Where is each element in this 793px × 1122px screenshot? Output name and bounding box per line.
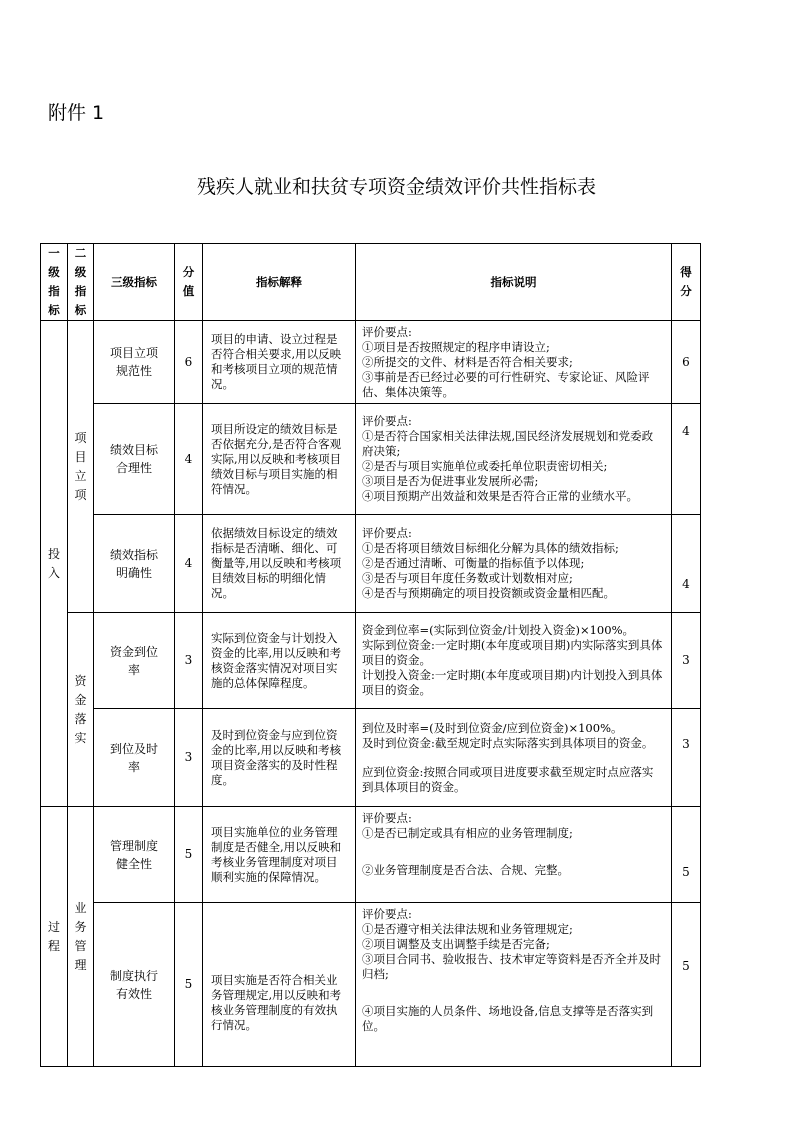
explanation-cell: 项目实施是否符合相关业务管理规定,用以反映和考核业务管理制度的有效执行情况。 [203,903,356,1067]
header-level3: 三级指标 [94,244,175,321]
desc-line: 评价要点: [362,526,412,540]
table-row [41,807,701,903]
desc-line: ③项目合同书、验收报告、技术审定等资料是否齐全并及时归档; [362,952,661,981]
desc-line: 评价要点: [362,907,412,921]
header-level1: 一级指标 [41,244,68,321]
desc-line: ③事前是否已经过必要的可行性研究、专家论证、风险评估、集体决策等。 [362,369,650,399]
description-cell [356,709,672,807]
value-cell: 5 [175,903,203,1067]
group-business-mgmt: 业务管理 [68,807,94,1067]
score-cell: 4 [672,404,701,515]
desc-line: 应到位资金:按照合同或项目进度要求截至规定时点应落实到具体项目的资金。 [362,764,654,794]
desc-line: ③是否与项目年度任务数或计划数相对应; [362,571,573,585]
desc-line: ①是否遵守相关法律法规和业务管理规定; [362,922,573,936]
value-cell: 5 [175,807,203,903]
description-cell [356,321,672,404]
desc-line: 评价要点: [362,324,412,339]
desc-line: ①是否已制定或具有相应的业务管理制度; [362,826,573,840]
header-row [41,244,701,321]
desc-line: 评价要点: [362,414,412,428]
explanation-cell: 项目实施单位的业务管理制度是否健全,用以反映和考核业务管理制度对项目顺利实施的保障情况。 [203,807,356,903]
value-cell: 4 [175,404,203,515]
score-cell: 5 [672,903,701,1067]
group-process: 过程 [41,807,68,1067]
explanation-cell: 依据绩效目标设定的绩效指标是否清晰、细化、可衡量等,用以反映和考核项目绩效目标的明细化情况。 [203,515,356,613]
description-cell [356,404,672,515]
table-row [41,613,701,709]
explanation-cell: 项目所设定的绩效目标是否依据充分,是否符合客观实际,用以反映和考核项目绩效目标与项目实施的相符情况。 [203,404,356,515]
level3-cell: 资金到位率 [94,613,175,709]
level3-cell: 管理制度健全性 [94,807,175,903]
table-row [41,903,701,1067]
desc-line: ①是否符合国家相关法律法规,国民经济发展规划和党委政府决策; [362,429,654,458]
score-cell: 3 [672,613,701,709]
score-cell: 4 [672,515,701,613]
explanation-cell: 项目的申请、设立过程是否符合相关要求,用以反映和考核项目立项的规范情况。 [203,321,356,404]
attachment-label: 附件 1 [48,102,105,124]
description-cell [356,903,672,1067]
score-cell: 5 [672,807,701,903]
value-cell: 4 [175,515,203,613]
description-cell [356,613,672,709]
desc-line: ②所提交的文件、材料是否符合相关要求; [362,354,573,369]
header-level2: 二级指标 [68,244,94,321]
desc-line: ④项目预期产出效益和效果是否符合正常的业绩水平。 [362,489,638,503]
level3-cell: 项目立项规范性 [94,321,175,404]
page-title: 残疾人就业和扶贫专项资金绩效评价共性指标表 [196,176,596,198]
header-value: 分值 [175,244,203,321]
table-row [41,709,701,807]
description-cell [356,515,672,613]
table-row [41,321,701,404]
table-row [41,404,701,515]
desc-line: ②项目调整及支出调整手续是否完备; [362,937,550,951]
level3-cell: 绩效指标明确性 [94,515,175,613]
header-description: 指标说明 [356,244,672,321]
desc-line: 评价要点: [362,811,412,825]
desc-line: ②是否与项目实施单位或委托单位职责密切相关; [362,459,608,473]
desc-line: 及时到位资金:截至规定时点实际落实到具体项目的资金。 [362,735,654,750]
level3-cell: 绩效目标合理性 [94,404,175,515]
desc-line: ②是否通过清晰、可衡量的指标值予以体现; [362,556,585,570]
desc-line: ①项目是否按照规定的程序申请设立; [362,339,550,354]
value-cell: 3 [175,709,203,807]
desc-line: ④是否与预期确定的项目投资额或资金量相匹配。 [362,586,615,600]
desc-line: 计划投入资金:一定时期(本年度或项目期)内计划投入到具体项目的资金。 [362,668,663,697]
desc-line: ④项目实施的人员条件、场地设备,信息支撑等是否落实到位。 [362,1004,654,1033]
desc-line: 资金到位率=(实际到位资金/计划投入资金)×100%。 [362,623,634,637]
group-input: 投入 [41,321,68,807]
group-fund-landing: 资金落实 [68,613,94,807]
description-cell [356,807,672,903]
explanation-cell: 实际到位资金与计划投入资金的比率,用以反映和考核资金落实情况对项目实施的总体保障程度。 [203,613,356,709]
level3-cell: 到位及时率 [94,709,175,807]
desc-line: ①是否将项目绩效目标细化分解为具体的绩效指标; [362,541,619,555]
desc-line: 到位及时率=(及时到位资金/应到位资金)×100%。 [362,720,623,735]
indicator-table [40,243,701,1067]
value-cell: 6 [175,321,203,404]
explanation-cell: 及时到位资金与应到位资金的比率,用以反映和考核项目资金落实的及时性程度。 [203,709,356,807]
group-project-setup: 项目立项 [68,321,94,613]
score-cell: 3 [672,709,701,807]
desc-line: 实际到位资金:一定时期(本年度或项目期)内实际落实到具体项目的资金。 [362,638,663,667]
table-row [41,515,701,613]
header-explanation: 指标解释 [203,244,356,321]
desc-line: ②业务管理制度是否合法、合规、完整。 [362,863,569,877]
level3-cell: 制度执行有效性 [94,903,175,1067]
score-cell: 6 [672,321,701,404]
desc-line: ③项目是否为促进事业发展所必需; [362,474,539,488]
header-score: 得分 [672,244,701,321]
value-cell: 3 [175,613,203,709]
